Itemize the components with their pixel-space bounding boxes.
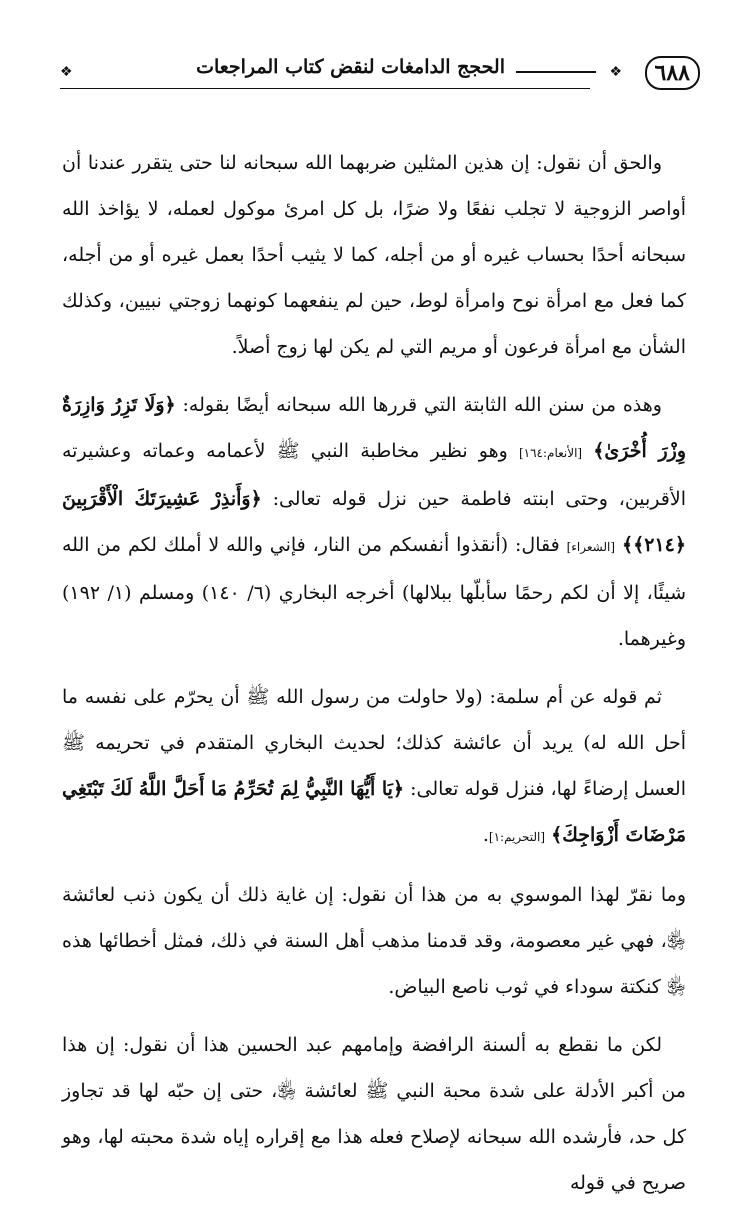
paragraph-5: لكن ما نقطع به ألسنة الرافضة وإمامهم عبد الحسين هذا أن نقول: إن هذا من أكبر الأدلة على شدة محبة النبي ﷺ لعائشة ﵂، حتى إن حبّه لها قد تجاوز كل حد، فأرشده الله سبحانه لإصلاح فعله هذا مع إقراره إياه شدة محبته لها، وهو صريح في قوله bbox=[62, 1034, 686, 1194]
quran-verse: ﴿يَا أَيُّهَا النَّبِيُّ لِمَ تُحَرِّمُ مَا أَحَلَّ اللَّهُ لَكَ تَبْتَغِي مَرْضَاتَ أَزْوَاجِكَ﴾ bbox=[62, 778, 686, 846]
header-rule bbox=[516, 71, 596, 73]
quran-verse: ﴿وَأَنذِرْ عَشِيرَتَكَ الْأَقْرَبِينَ ﴿٢١٤﴾﴾ bbox=[62, 488, 686, 556]
header-underline bbox=[60, 88, 590, 89]
page-number: ٦٨٨ bbox=[645, 56, 700, 90]
paragraph-text: وهو نظير مخاطبة النبي ﷺ لأعمامه وعماته وعشيرته الأقربين، وحتى ابنته فاطمة حين نزل قوله تعالى: bbox=[62, 440, 686, 510]
paragraph-3 bbox=[62, 674, 686, 860]
quran-verse: ﴿وَلَا تَزِرُ وَازِرَةٌ وِزْرَ أُخْرَىٰ﴾ bbox=[62, 394, 687, 462]
paragraph-2 bbox=[62, 382, 686, 662]
verse-reference: [الشعراء] bbox=[566, 540, 616, 554]
ornament-icon: ❖ bbox=[60, 64, 71, 80]
paragraph-text: فقال: (أنقذوا أنفسكم من النار، فإني والله لا أملك لكم من الله شيئًا، إلا أن لكم رحمًا سأبلّها ببلالها) أخرجه البخاري (٦/ ١٤٠) ومسلم (١/ ١٩٢) وغيرهما. bbox=[62, 534, 686, 650]
paragraph-text: . bbox=[482, 824, 489, 846]
page-header bbox=[60, 52, 700, 92]
paragraph-text: ثم قوله عن أم سلمة: (ولا حاولت من رسول الله ﷺ أن يحرّم على نفسه ما أحل الله له) يريد أن عائشة كذلك؛ لحديث البخاري المتقدم في تحريمه ﷺ العسل إرضاءً لها، فنزل قوله تعالى: bbox=[62, 686, 687, 800]
paragraph-1: والحق أن نقول: إن هذين المثلين ضربهما الله سبحانه لنا حتى يتقرر عندنا أن أواصر الزوجية لا تجلب نفعًا ولا ضرًا، بل كل امرئ موكول لعمله، لا يؤاخذ الله سبحانه أحدًا بحساب غيره أو من أجله، كما لا يثيب أحدًا بعمل غيره أو من أجله، كما فعل مع امرأة نوح وامرأة لوط، حين لم ينفعهما كونهما زوجتي نبيين، وكذلك الشأن مع امرأة فرعون أو مريم التي لم يكن لها زوج أصلاً. bbox=[62, 152, 686, 358]
book-title: الحجج الدامغات لنقض كتاب المراجعات bbox=[196, 56, 505, 78]
ornament-icon: ❖ bbox=[609, 64, 620, 80]
paragraph-text: وهذه من سنن الله الثابتة التي قررها الله سبحانه أيضًا بقوله: bbox=[182, 394, 662, 416]
page-body bbox=[62, 140, 686, 1218]
verse-reference: [الأنعام:١٦٤] bbox=[518, 446, 583, 460]
paragraph-4: وما نقرّ لهذا الموسوي به من هذا أن نقول: إن غاية ذلك أن يكون ذنب لعائشة ﵂، فهي غير معصومة، وقد قدمنا مذهب أهل السنة في ذلك، فمثل أخطائها هذه ﵂ كنكتة سوداء في ثوب ناصع البياض. bbox=[62, 884, 686, 998]
verse-reference: [التحريم:١] bbox=[488, 830, 546, 844]
